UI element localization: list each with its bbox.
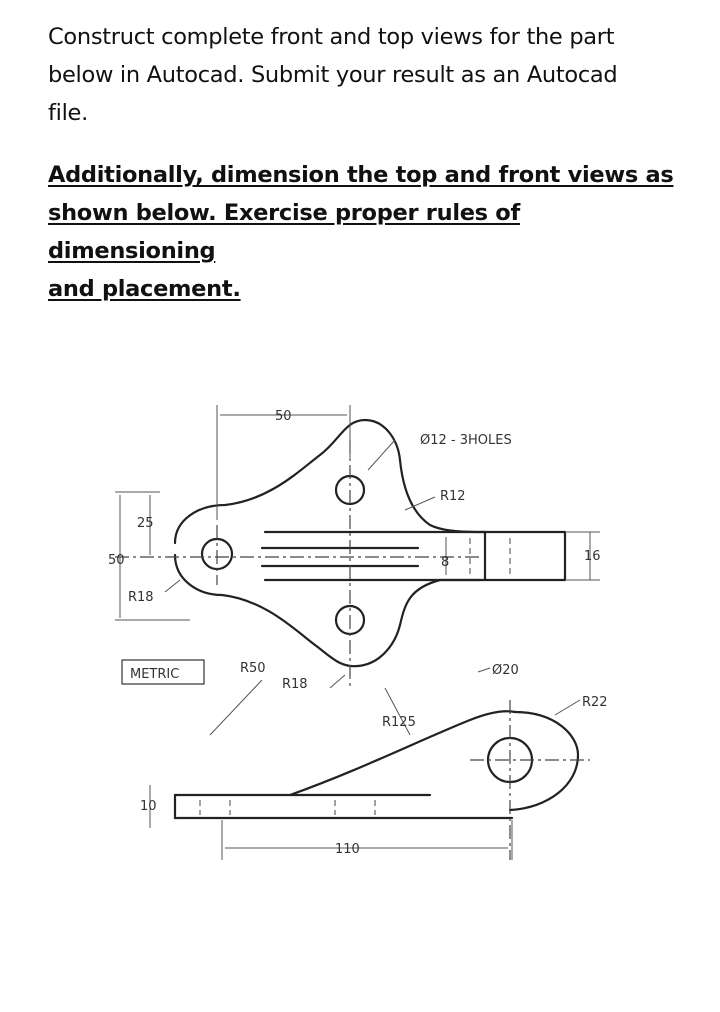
dim-r12: R12 bbox=[440, 489, 466, 504]
dim-10: 10 bbox=[140, 799, 157, 814]
instruction-line-1: Construct complete front and top views for the part bbox=[48, 24, 615, 50]
leader-r22 bbox=[555, 700, 580, 715]
dim-r18-left: R18 bbox=[128, 590, 154, 605]
front-view-boss bbox=[510, 712, 578, 810]
dim-8: 8 bbox=[441, 555, 450, 570]
top-view-outline-lower bbox=[175, 555, 480, 666]
dim-r50: R50 bbox=[240, 661, 266, 676]
dim-r125: R125 bbox=[382, 715, 416, 730]
leader-dia20 bbox=[478, 668, 490, 672]
emphasis-line-2: shown below. Exercise proper rules of dimensioning bbox=[48, 200, 520, 264]
dim-110: 110 bbox=[335, 842, 360, 857]
dim-50-top: 50 bbox=[275, 409, 292, 424]
instruction-line-3: file. bbox=[48, 100, 88, 126]
leader-r18-mid bbox=[330, 675, 345, 688]
instruction-line-2: below in Autocad. Submit your result as an Autocad bbox=[48, 62, 618, 88]
emphasis-line-3: and placement. bbox=[48, 276, 241, 302]
dim-r18-mid: R18 bbox=[282, 677, 308, 692]
metric-label: METRIC bbox=[130, 667, 180, 682]
leader-r50 bbox=[210, 680, 262, 735]
dim-25: 25 bbox=[137, 516, 154, 531]
leader-holes bbox=[368, 440, 395, 470]
dim-16: 16 bbox=[584, 549, 601, 564]
dim-r22: R22 bbox=[582, 695, 608, 710]
holes-note: Ø12 - 3HOLES bbox=[420, 433, 512, 448]
dim-dia20: Ø20 bbox=[492, 663, 519, 678]
emphasis-line-1: Additionally, dimension the top and front views as bbox=[48, 162, 674, 188]
section-block bbox=[485, 532, 565, 580]
leader-r18-left bbox=[165, 580, 180, 592]
dim-50-left: 50 bbox=[108, 553, 125, 568]
